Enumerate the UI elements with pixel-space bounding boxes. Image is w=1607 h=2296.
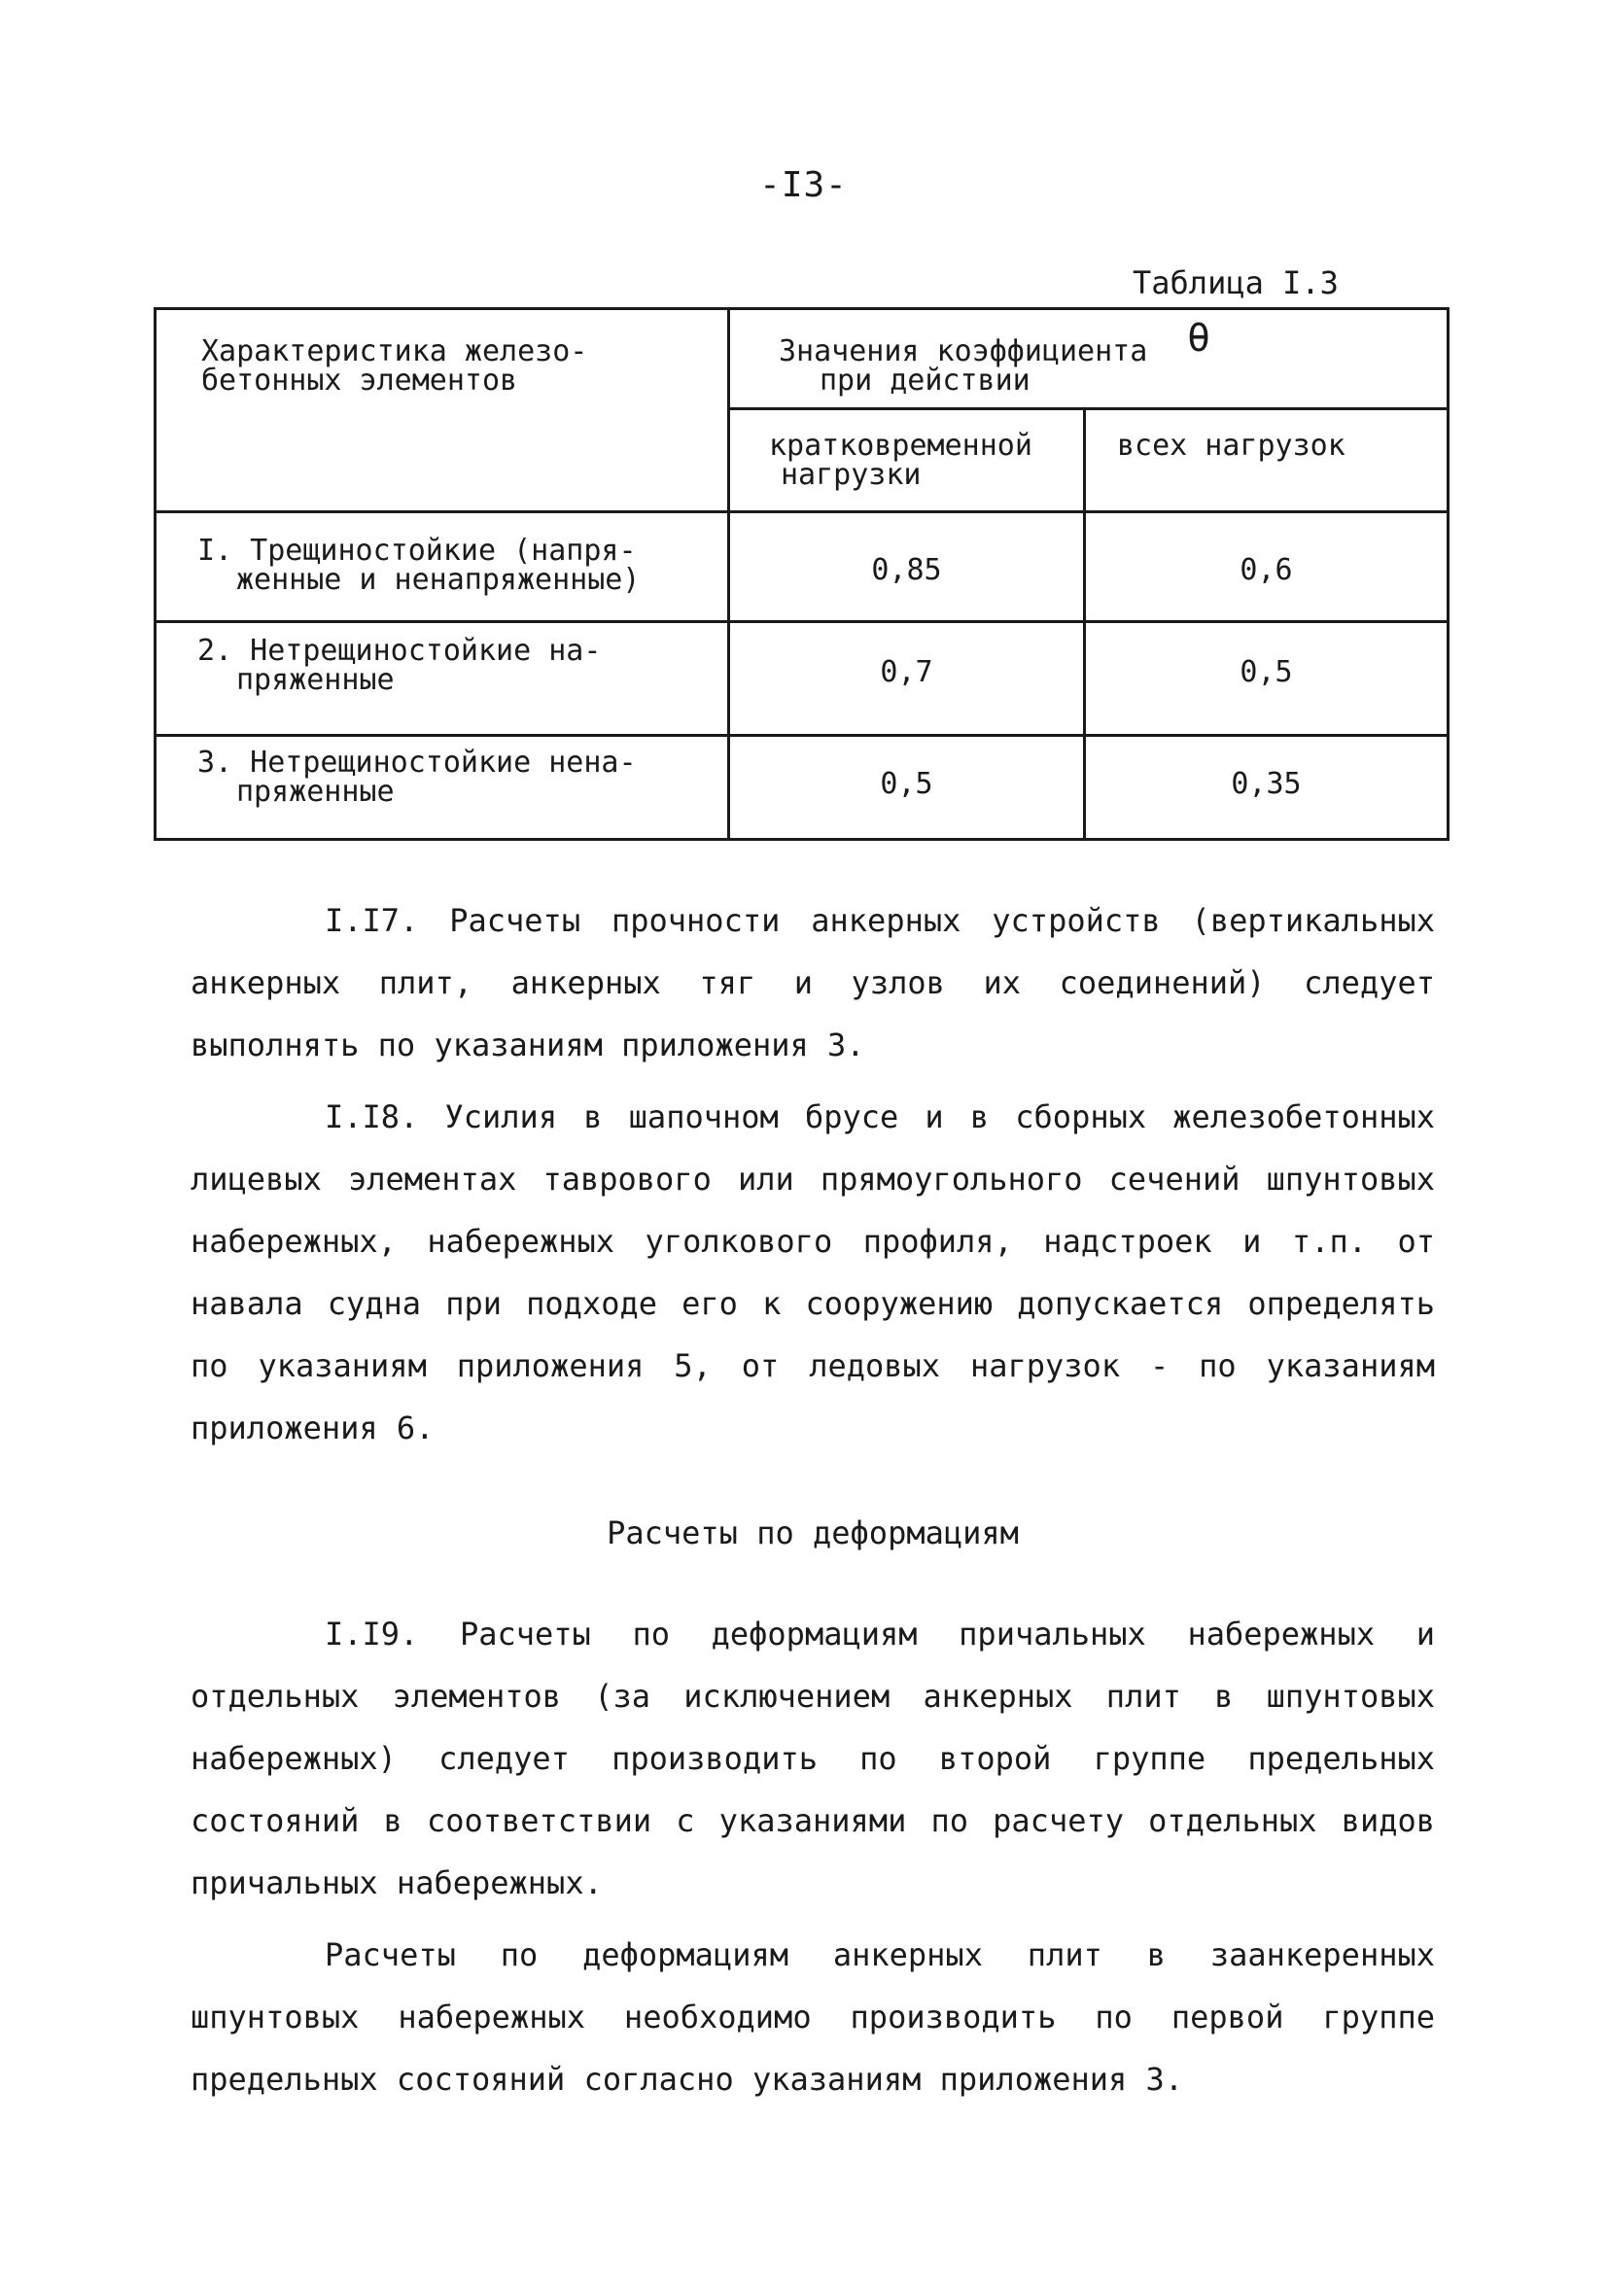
row-value-short: 0,5 [729,736,1085,840]
row-name-line1: 2. Нетрещиностойкие на- [197,634,602,668]
paragraph-anchor-plates: Расчеты по деформациям анкерных плит в заанкеренных шпунтовых набережных необходимо производить по первой группе предельных состояний согласно указаниям приложения 3. [191,1936,1435,2098]
table-row [156,736,1449,840]
theta-symbol: θ [1187,316,1211,361]
header-short-line1: кратковременной [769,429,1032,464]
header-all-loads [1085,409,1449,512]
row-value-all: 0,5 [1085,622,1449,736]
table-row [156,512,1449,622]
coefficient-table [154,307,1450,841]
row-value-short: 0,85 [729,512,1085,622]
row-name [156,736,729,840]
header-coefficient-group [729,309,1449,409]
header-all-label: всех нагрузок [1117,429,1345,464]
header-group-line2: при действии [820,364,1031,398]
table-row [156,622,1449,736]
row-value-short: 0,7 [729,622,1085,736]
table-caption: Таблица I.3 [1133,264,1339,301]
header-short-term [729,409,1085,512]
paragraph-1-19: I.I9. Расчеты по деформациям причальных набережных и отдельных элементов (за исключением анкерных плит в шпунтовых набережных) следует производить по второй группе предельных состояний в соответствии с указаниями по расчету отдельных видов причальных набережных. [191,1616,1435,1901]
page-number: -I3- [759,165,848,205]
row-value-all: 0,6 [1085,512,1449,622]
row-name-line1: I. Трещиностойкие (напря- [197,534,637,568]
row-name-line1: 3. Нетрещиностойкие нена- [197,746,637,780]
section-subheading: Расчеты по деформациям [607,1514,1019,1551]
paragraph-1-18: I.I8. Усилия в шапочном брусе и в сборных железобетонных лицевых элементах таврового или прямоугольного сечений шпунтовых набережных, набережных уголкового профиля, надстроек и т.п. от навала судна при подходе его к сооружению допускается определять по указаниям приложения 5, от ледовых нагрузок - по указаниям приложения 6. [191,1098,1435,1446]
header-characteristic-line1: Характеристика железо- [201,334,588,368]
header-characteristic-line2: бетонных элементов [201,364,518,398]
header-group-line1: Значения коэффициента [779,334,1148,368]
row-name-line2: пряженные [236,663,395,697]
row-value-all: 0,35 [1085,736,1449,840]
row-name [156,512,729,622]
row-name [156,622,729,736]
body-text [191,889,1435,2110]
header-characteristic [156,309,729,512]
row-name-line2: пряженные [236,775,395,809]
paragraph-1-17: I.I7. Расчеты прочности анкерных устройств (вертикальных анкерных плит, анкерных тяг и узлов их соединений) следует выполнять по указаниям приложения 3. [191,902,1435,1063]
header-short-line2: нагрузки [781,458,922,493]
table-header-row [156,309,1449,409]
row-name-line2: женные и ненапряженные) [236,563,641,597]
